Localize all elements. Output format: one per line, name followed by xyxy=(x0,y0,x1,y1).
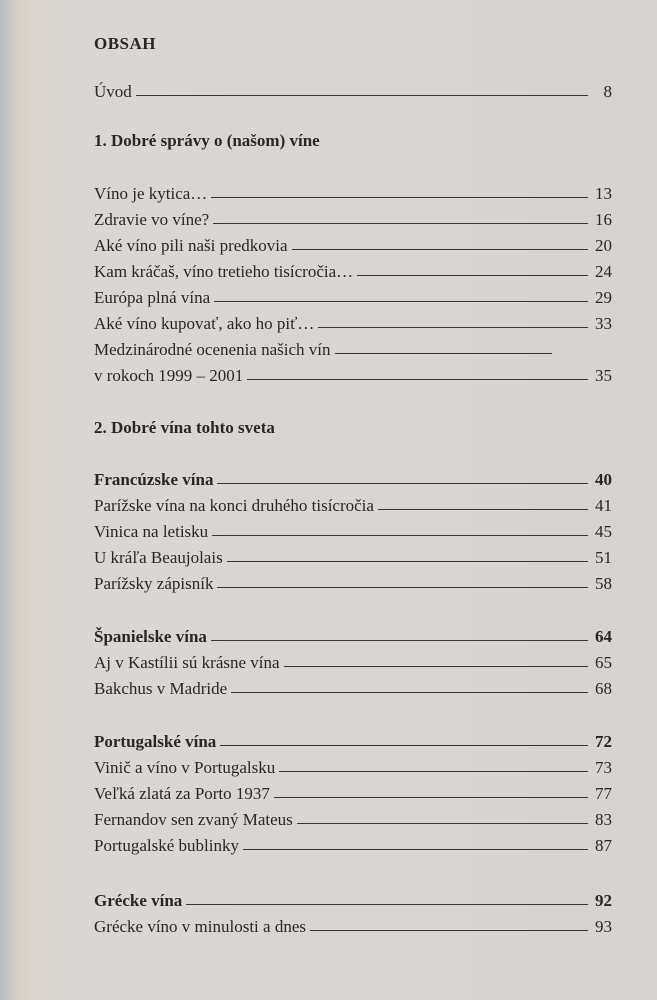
entry-page: 33 xyxy=(595,314,612,333)
leader-line xyxy=(357,275,588,276)
leader-line xyxy=(243,849,588,850)
entry-label: Parížsky zápisník xyxy=(94,574,214,593)
entry-label: Medzinárodné ocenenia našich vín xyxy=(94,340,331,359)
entry-page: 65 xyxy=(595,653,612,672)
entry-label: Portugalské vína xyxy=(94,732,217,751)
leader-line xyxy=(284,666,588,667)
entry-page: 77 xyxy=(595,784,612,803)
entry-page: 92 xyxy=(595,891,612,910)
entry-page: 51 xyxy=(595,548,612,567)
toc-group-title xyxy=(94,466,612,490)
toc-entry xyxy=(94,649,612,673)
entry-page: 64 xyxy=(595,627,612,646)
entry-label: Víno je kytica… xyxy=(94,184,208,203)
toc-entry xyxy=(94,754,612,778)
toc-group-title xyxy=(94,728,612,752)
toc-entry xyxy=(94,336,612,360)
entry-label: Grécke vína xyxy=(94,891,183,910)
entry-label: Grécke víno v minulosti a dnes xyxy=(94,917,306,936)
entry-page: 35 xyxy=(595,366,612,385)
toc-entry xyxy=(94,180,612,204)
entry-label: Portugalské bublinky xyxy=(94,836,239,855)
entry-page: 58 xyxy=(595,574,612,593)
entry-page: 68 xyxy=(595,679,612,698)
leader-line xyxy=(292,249,588,250)
toc-entry xyxy=(94,258,612,282)
entry-label: Francúzske vína xyxy=(94,470,214,489)
leader-line xyxy=(186,904,588,905)
entry-label: Aké víno pili naši predkovia xyxy=(94,236,288,255)
entry-label: Vinič a víno v Portugalsku xyxy=(94,758,276,777)
entry-label: Európa plná vína xyxy=(94,288,211,307)
toc-entry xyxy=(94,492,612,516)
entry-page: 16 xyxy=(595,210,612,229)
entry-label: Španielske vína xyxy=(94,627,207,646)
toc-entry xyxy=(94,284,612,308)
toc-entry xyxy=(94,310,612,334)
toc-group-title xyxy=(94,887,612,911)
toc-entry xyxy=(94,913,612,937)
leader-line xyxy=(212,535,588,536)
entry-label: Aj v Kastílii sú krásne vína xyxy=(94,653,280,672)
book-page xyxy=(16,0,657,1000)
book-gutter-edge xyxy=(0,0,16,1000)
entry-page: 29 xyxy=(595,288,612,307)
entry-label: Bakchus v Madride xyxy=(94,679,228,698)
leader-line xyxy=(211,640,588,641)
entry-page: 41 xyxy=(595,496,612,515)
entry-label: Vinica na letisku xyxy=(94,522,209,541)
leader-line xyxy=(274,797,588,798)
toc-group-title xyxy=(94,623,612,647)
entry-page: 20 xyxy=(595,236,612,255)
leader-line xyxy=(247,379,588,380)
entry-label: v rokoch 1999 – 2001 xyxy=(94,366,244,385)
leader-line xyxy=(213,223,588,224)
toc-entry xyxy=(94,544,612,568)
toc-entry xyxy=(94,780,612,804)
entry-label: Zdravie vo víne? xyxy=(94,210,210,229)
toc-entry xyxy=(94,232,612,256)
toc-entry xyxy=(94,675,612,699)
entry-page: 24 xyxy=(595,262,612,281)
leader-line xyxy=(378,509,588,510)
toc-title: OBSAH xyxy=(94,34,157,53)
leader-line xyxy=(220,745,588,746)
toc-entry xyxy=(94,570,612,594)
leader-line xyxy=(214,301,588,302)
entry-page: 8 xyxy=(603,82,612,101)
leader-line xyxy=(279,771,588,772)
leader-line xyxy=(231,692,588,693)
leader-line xyxy=(310,930,588,931)
entry-label: Úvod xyxy=(94,82,132,101)
entry-label: Veľká zlatá za Porto 1937 xyxy=(94,784,270,803)
entry-label: Fernandov sen zvaný Mateus xyxy=(94,810,293,829)
entry-label: Kam kráčaš, víno tretieho tisícročia… xyxy=(94,262,354,281)
entry-page: 13 xyxy=(595,184,612,203)
entry-page: 87 xyxy=(595,836,612,855)
leader-line xyxy=(136,95,588,96)
entry-page: 93 xyxy=(595,917,612,936)
toc-entry xyxy=(94,362,612,386)
entry-page: 72 xyxy=(595,732,612,751)
entry-page: 45 xyxy=(595,522,612,541)
toc-entry xyxy=(94,518,612,542)
section-heading-2: 2. Dobré vína tohto sveta xyxy=(94,418,275,437)
toc-entry xyxy=(94,806,612,830)
entry-label: Aké víno kupovať, ako ho piť… xyxy=(94,314,315,333)
leader-line xyxy=(297,823,588,824)
entry-page: 40 xyxy=(595,470,612,489)
toc-entry xyxy=(94,832,612,856)
leader-line xyxy=(217,483,588,484)
leader-line xyxy=(318,327,588,328)
section-heading-1: 1. Dobré správy o (našom) víne xyxy=(94,131,320,150)
leader-line xyxy=(335,353,553,354)
leader-line xyxy=(217,587,588,588)
toc-entry xyxy=(94,206,612,230)
toc-entry-intro xyxy=(94,78,612,102)
entry-label: U kráľa Beaujolais xyxy=(94,548,223,567)
entry-page: 83 xyxy=(595,810,612,829)
leader-line xyxy=(227,561,588,562)
entry-page: 73 xyxy=(595,758,612,777)
entry-label: Parížske vína na konci druhého tisícročia xyxy=(94,496,374,515)
leader-line xyxy=(211,197,588,198)
